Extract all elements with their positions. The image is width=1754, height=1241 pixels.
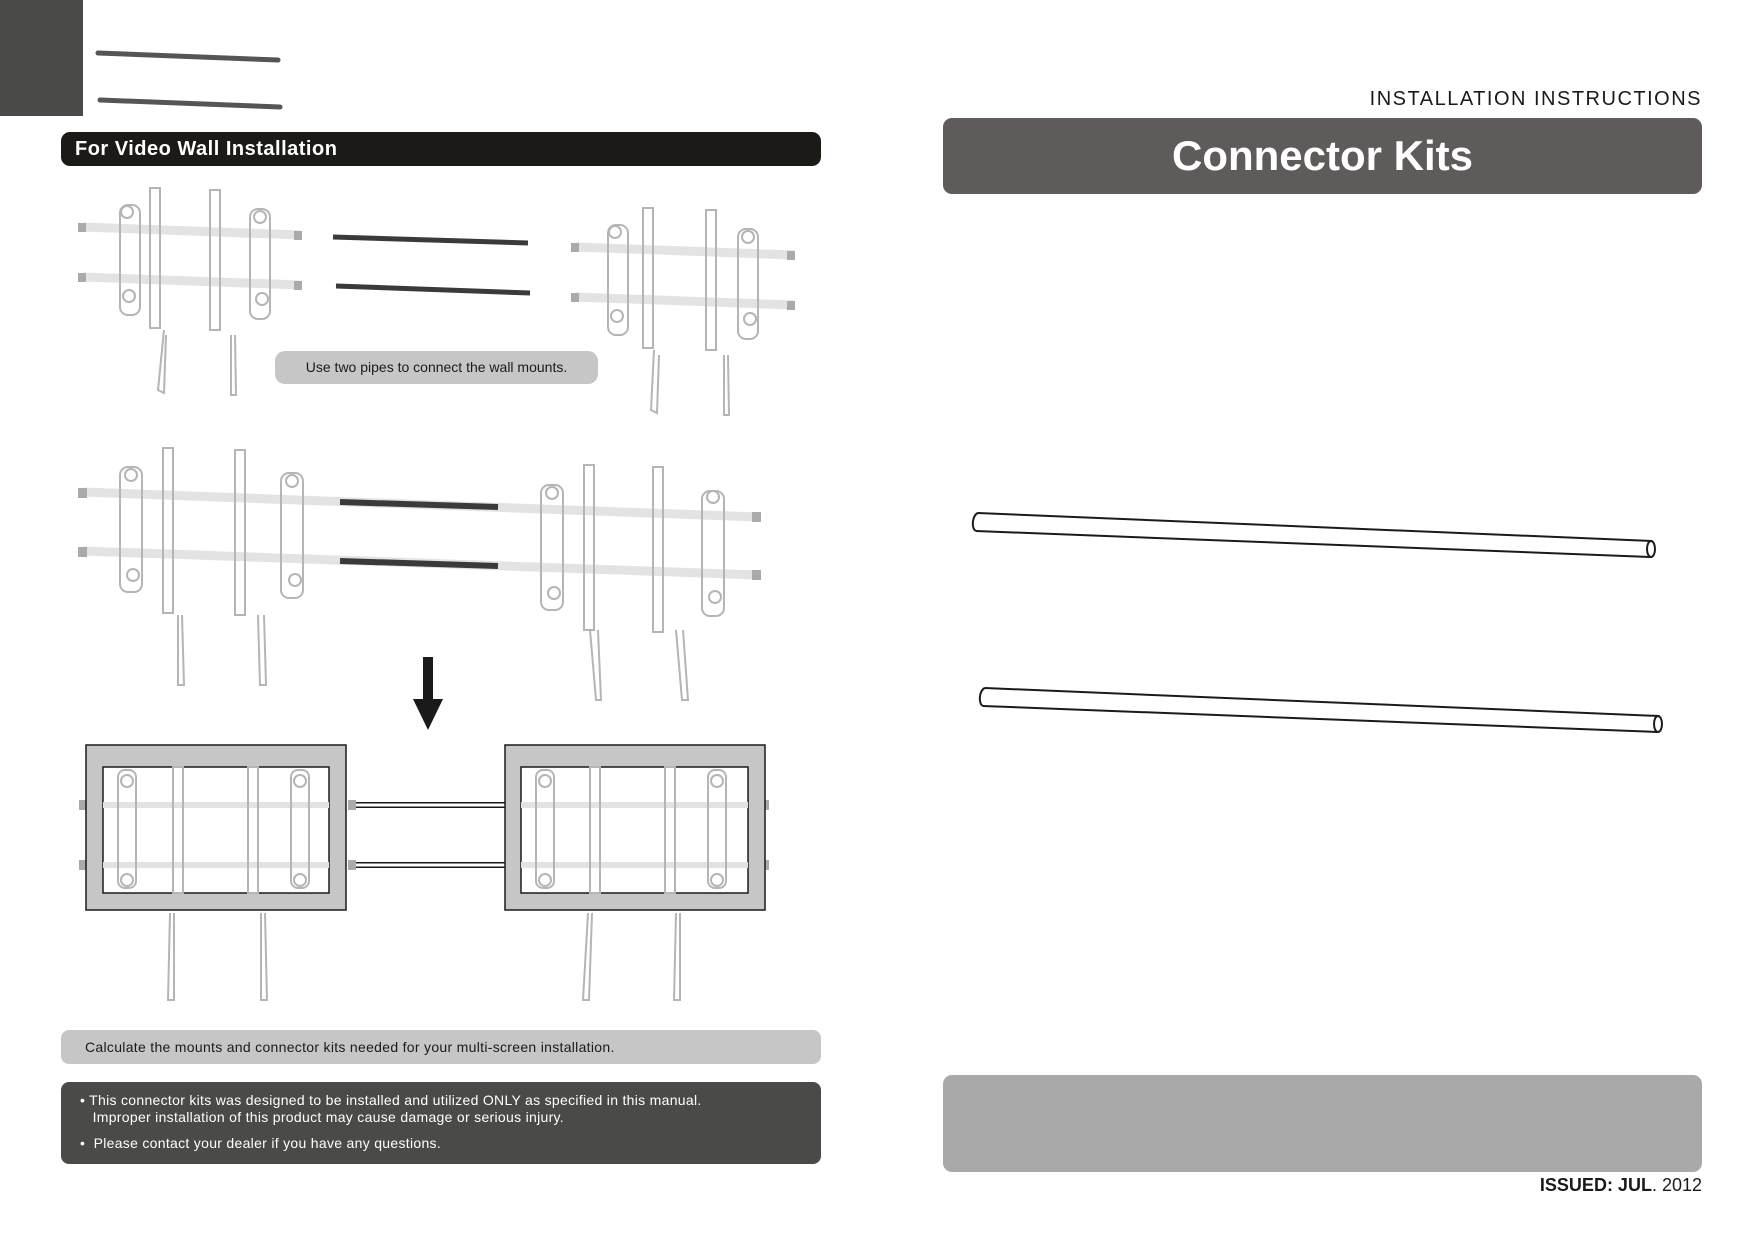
page-title: Connector Kits [943, 118, 1702, 194]
warning-line-1: • This connector kits was designed to be installed and utilized ONLY as specified in this manual. [80, 1092, 702, 1108]
warning-box [61, 1082, 821, 1164]
issued-year: . 2012 [1651, 1175, 1702, 1195]
screen-assembly-icon [78, 745, 768, 1005]
warning-line-3: • Please contact your dealer if you have any questions. [80, 1135, 442, 1151]
issued-date [1540, 1175, 1702, 1196]
bottom-panel [943, 1075, 1702, 1172]
arrow-down-icon [413, 657, 445, 731]
issued-label: ISSUED: JUL [1539, 1175, 1652, 1195]
wall-mount-pair-right-icon [571, 205, 806, 415]
header-label: INSTALLATION INSTRUCTIONS [1369, 88, 1702, 110]
warning-line-2: Improper installation of this product may cause damage or serious injury. [80, 1109, 564, 1125]
pipe-note: Use two pipes to connect the wall mounts. [275, 351, 598, 384]
large-pipe-1-icon [970, 510, 1660, 560]
top-pipes-icon [95, 48, 295, 113]
loose-pipes-icon [330, 233, 535, 303]
section-title: For Video Wall Installation [61, 132, 821, 166]
large-pipe-2-icon [977, 685, 1667, 735]
corner-block [0, 0, 83, 116]
calc-note: Calculate the mounts and connector kits needed for your multi-screen installation. [61, 1030, 821, 1064]
